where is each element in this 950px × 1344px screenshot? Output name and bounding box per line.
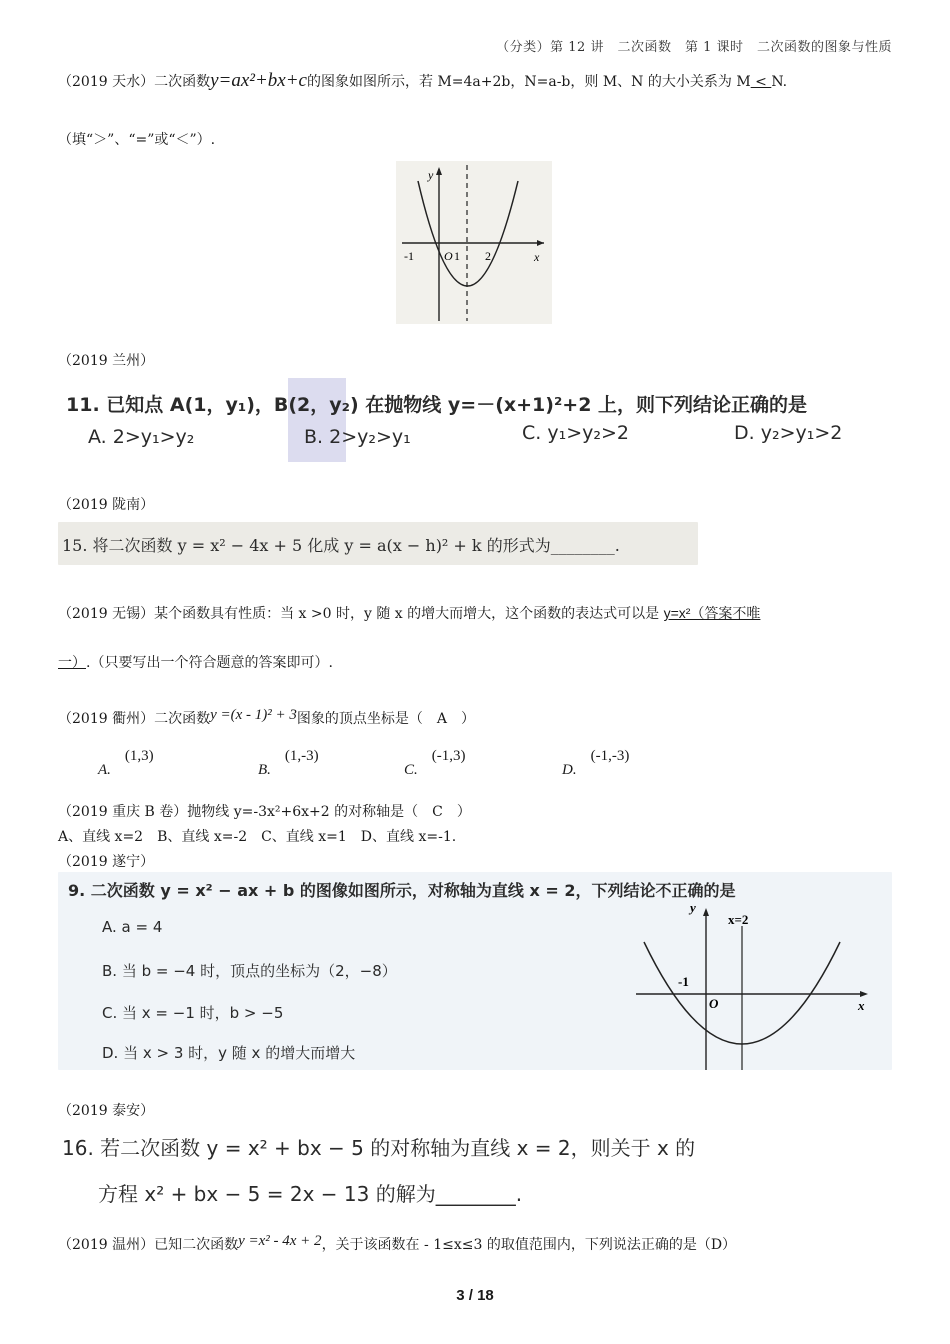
- question-text: 图象的顶点坐标是（ A ）: [296, 711, 476, 727]
- source-label: （2019 无锡）: [58, 606, 155, 622]
- question-suining-image: [58, 872, 892, 1070]
- question-tianshui-hint: （填“＞”、“=”或“＜”）.: [58, 132, 216, 148]
- question-text: 已知二次函数: [154, 1237, 239, 1253]
- option-b: B.$^{(1,‑3)}$: [258, 748, 319, 778]
- option-b: B. 2>y₂>y₁: [304, 426, 411, 448]
- symmetry-axis-label: x=2: [728, 912, 749, 927]
- tick-label-2: 2: [485, 249, 491, 263]
- option-a: A. 2>y₁>y₂: [88, 426, 195, 448]
- option-d: D.$^{(‑1,‑3)}$: [562, 748, 630, 778]
- parabola-figure-tianshui: [396, 161, 552, 324]
- option-c: C. y₁>y₂>2: [522, 422, 629, 444]
- axis-label-x: x: [858, 998, 865, 1013]
- source-label: （2019 重庆 B 卷）: [58, 804, 188, 820]
- axis-label-y: y: [690, 900, 696, 915]
- option-a: A.$^{(1,3)}$: [98, 748, 154, 778]
- origin-label: O: [709, 996, 719, 1011]
- source-lanzhou: （2019 兰州）: [58, 353, 155, 369]
- origin-label: O: [444, 249, 453, 263]
- question-text: 11. 已知点 A(1，y₁)，B(2，y₂) 在抛物线 y=－(x+1)²+2 上，则下列结论正确的是: [66, 394, 808, 416]
- option-c: C. 当 x = −1 时，b > −5: [102, 1004, 284, 1022]
- question-text: 二次函数: [154, 74, 211, 90]
- source-longnan: （2019 陇南）: [58, 497, 155, 513]
- question-taian-image: [58, 1122, 778, 1212]
- question-text: 9. 二次函数 y = x² − ax + b 的图像如图所示，对称轴为直线 x = 2，下列结论不正确的是: [68, 881, 736, 900]
- question-longnan-image: [58, 522, 698, 565]
- option-c: C.$^{(‑1,3)}$: [404, 748, 466, 778]
- question-text: 16. 若二次函数 y = x² + bx − 5 的对称轴为直线 x = 2，则关于 x 的: [62, 1136, 696, 1160]
- option-b: B. 当 b = −4 时，顶点的坐标为（2，−8）: [102, 962, 397, 980]
- function-expression: y =(x - 1)² + 3: [210, 707, 297, 723]
- function-expression: y=ax²+bx+c: [210, 70, 307, 91]
- source-taian: （2019 泰安）: [58, 1103, 155, 1119]
- question-text: 某个函数具有性质：当 x >0 时，y 随 x 的增大而增大，这个函数的表达式可以是: [154, 606, 664, 622]
- question-wuxi: [58, 603, 760, 623]
- question-chongqing: [58, 801, 471, 821]
- question-text: N.: [771, 74, 788, 90]
- question-text: .（只要写出一个符合题意的答案即可）.: [86, 655, 333, 671]
- answer-underlined: y=x²（答案不唯: [663, 605, 761, 621]
- function-expression: y =x² - 4x + 2: [238, 1233, 322, 1249]
- question-tianshui: [58, 70, 787, 92]
- question-text: 方程 x² + bx − 5 = 2x − 13 的解为________.: [98, 1182, 523, 1206]
- question-chongqing-options: A、直线 x=2 B、直线 x=-2 C、直线 x=1 D、直线 x=-1.: [58, 829, 457, 845]
- question-wuxi-line2: [58, 652, 333, 672]
- question-text: 二次函数: [154, 711, 211, 727]
- question-text: 抛物线 y=-3x²+6x+2 的对称轴是（ C ）: [187, 804, 471, 820]
- option-d: D. 当 x > 3 时，y 随 x 的增大而增大: [102, 1044, 356, 1062]
- question-quzhou: [58, 708, 475, 728]
- question-wenzhou: [58, 1234, 736, 1254]
- option-d: D. y₂>y₁>2: [734, 422, 843, 444]
- question-text: 的图象如图所示，若 M=4a+2b，N=a-b，则 M、N 的大小关系为 M: [307, 74, 751, 90]
- option-a: A. a = 4: [102, 918, 163, 936]
- source-suining: （2019 遂宁）: [58, 854, 155, 870]
- question-text: ，关于该函数在 - 1≤x≤3 的取值范围内，下列说法正确的是（D）: [321, 1237, 737, 1253]
- intercept-label: -1: [678, 974, 689, 989]
- question-lanzhou-image: [58, 378, 892, 462]
- answer-underlined: 一）: [58, 655, 86, 671]
- tick-label-neg1: -1: [404, 249, 414, 263]
- page-header: （分类）第 12 讲 二次函数 第 1 课时 二次函数的图象与性质: [496, 40, 892, 55]
- axis-label-x: x: [534, 250, 540, 264]
- parabola-figure-suining: [636, 896, 876, 1070]
- page-number: 3 / 18: [456, 1287, 494, 1304]
- axis-label-y: y: [428, 168, 434, 182]
- source-label: （2019 温州）: [58, 1237, 155, 1253]
- source-label: （2019 衢州）: [58, 711, 155, 727]
- question-text: 15. 将二次函数 y = x² − 4x + 5 化成 y = a(x − h)² + k 的形式为________.: [62, 536, 620, 555]
- tick-label-1: 1: [454, 249, 460, 263]
- source-label: （2019 天水）: [58, 74, 155, 90]
- answer-blank: <: [750, 74, 772, 90]
